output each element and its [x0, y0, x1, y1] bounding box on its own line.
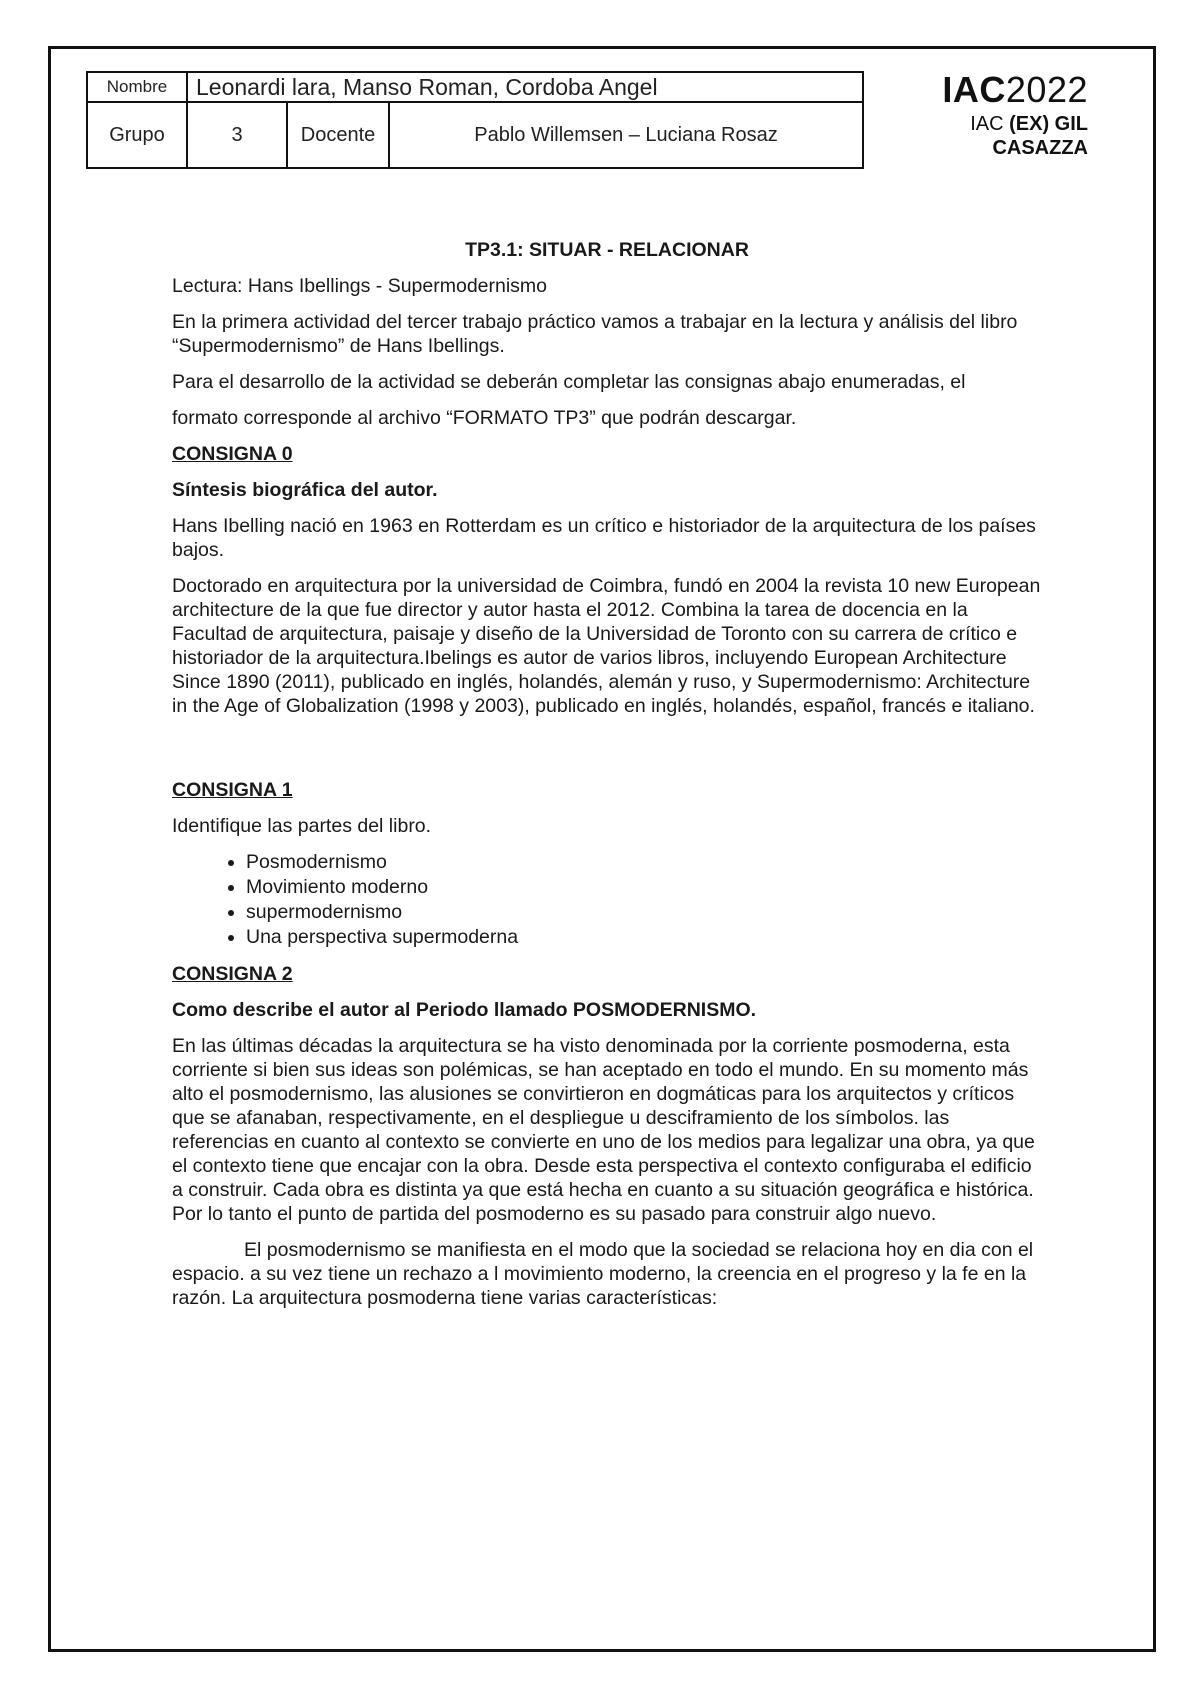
consigna-0-paragraph-2: Doctorado en arquitectura por la universidad de Coimbra, fundó en 2004 la revista 10 new European architecture de la que fue director y autor hasta el 2012. Combina la tarea de docencia en la Facultad de arquitectura, paisaje y diseño de la Universidad de Toronto con su carrera de crítico e historiador de la arquitectura.Ibelings es autor de varios libros, incluyendo European Architecture Since 1890 (2011), publicado en inglés, holandés, alemán y ruso, y Supermodernismo: Architecture in the Age of Globalization (1998 y 2003), publicado en inglés, holandés, español, francés e italiano. [172, 575, 1041, 717]
book-parts-list [172, 850, 1042, 950]
chair-bold: (EX) GIL [1009, 113, 1088, 135]
header-table [86, 71, 864, 169]
nombre-value: Leonardi lara, Manso Roman, Cordoba Angel [187, 72, 863, 102]
course-title-year: 2022 [1005, 69, 1088, 110]
nombre-label: Nombre [87, 72, 187, 102]
course-title-prefix: IAC [942, 69, 1006, 110]
consigna-1-heading: CONSIGNA 1 [172, 779, 293, 801]
intro-paragraph-3: formato corresponde al archivo “FORMATO TP3” que podrán descargar. [172, 407, 797, 429]
consigna-2-paragraph-1: En las últimas décadas la arquitectura se ha visto denominada por la corriente posmoderna, esta corriente si bien sus ideas son polémicas, se han aceptado en todo el mundo. En su momento más alto el posmodernismo, las alusiones se convirtieron en dogmáticas para los arquitectos y críticos que se afanaban, respectivamente, en el despliegue u desciframiento de los símbolos. las referencias en cuanto al contexto se convierte en uno de los medios para legalizar una obra, ya que el contexto tiene que encajar con la obra. Desde esta perspectiva el contexto configuraba el edificio a construir. Cada obra es distinta ya que está hecha en cuanto a su situación geográfica e histórica. Por lo tanto el punto de partida del posmoderno es su pasado para construir algo nuevo. [172, 1035, 1035, 1225]
intro-paragraph-2: Para el desarrollo de la actividad se deberán completar las consignas abajo enumeradas, el [172, 371, 966, 393]
docente-label: Docente [287, 102, 389, 168]
list-item: • Posmodernismo [246, 850, 1042, 875]
intro-paragraph-1: En la primera actividad del tercer trabajo práctico vamos a trabajar en la lectura y análisis del libro “Supermodernismo” de Hans Ibellings. [172, 311, 1018, 357]
consigna-2-subheading: Como describe el autor al Periodo llamado POSMODERNISMO. [172, 999, 757, 1021]
grupo-value: 3 [187, 102, 287, 168]
consigna-2-paragraph-2: El posmodernismo se manifiesta en el modo que la sociedad se relaciona hoy en dia con el espacio. a su vez tiene un rechazo a l movimiento moderno, la creencia en el progreso y la fe en la razón. La arquitectura posmoderna tiene varias características: [172, 1239, 1034, 1309]
consigna-0-paragraph-1: Hans Ibelling nació en 1963 en Rotterdam es un crítico e historiador de la arquitectura de los países bajos. [172, 515, 1036, 561]
list-item: • supermodernismo [246, 900, 1042, 925]
course-brand [942, 68, 1088, 160]
course-chair-line1 [942, 112, 1088, 136]
consigna-0-subheading: Síntesis biográfica del autor. [172, 479, 438, 501]
grupo-label: Grupo [87, 102, 187, 168]
lectura-line: Lectura: Hans Ibellings - Supermodernismo [172, 275, 548, 297]
docente-value: Pablo Willemsen – Luciana Rosaz [389, 102, 863, 168]
course-title [942, 68, 1088, 112]
consigna-1-prompt: Identifique las partes del libro. [172, 815, 432, 837]
list-item: • Movimiento moderno [246, 875, 1042, 900]
chair-plain: IAC [970, 113, 1010, 135]
consigna-0-heading: CONSIGNA 0 [172, 443, 293, 465]
document-title: TP3.1: SITUAR - RELACIONAR [465, 239, 749, 261]
spacer [172, 730, 1042, 778]
course-chair-line2: CASAZZA [992, 137, 1088, 159]
consigna-2-heading: CONSIGNA 2 [172, 963, 293, 985]
document-body [172, 238, 1042, 1322]
list-item: • Una perspectiva supermoderna [246, 925, 1042, 950]
